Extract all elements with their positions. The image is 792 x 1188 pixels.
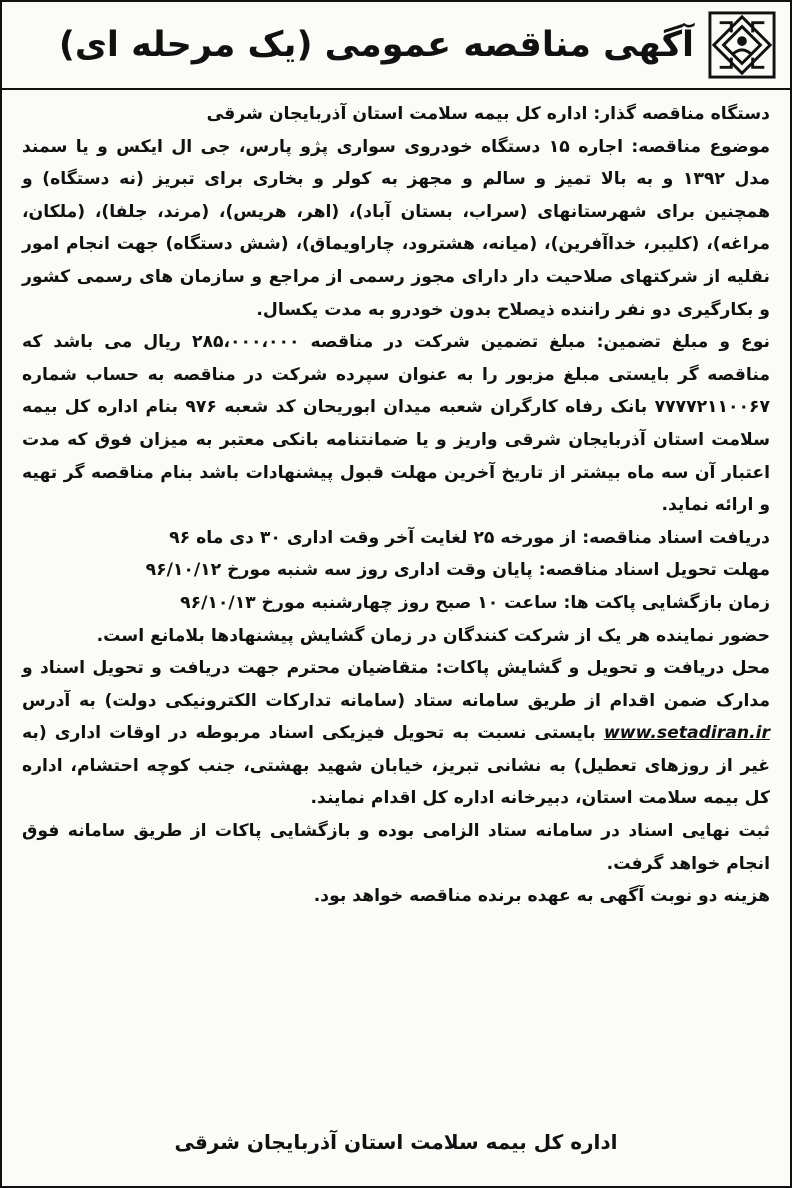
insurance-emblem-icon [708, 11, 776, 79]
attendance-paragraph: حضور نماینده هر یک از شرکت کنندگان در زمان گشایش پیشنهادها بلامانع است. [96, 625, 770, 646]
documents-receipt-line: دریافت اسناد مناقصه: از مورخه ۲۵ لغایت آخر وقت اداری ۳۰ دی ماه ۹۶ [169, 527, 770, 548]
documents-deadline-line: مهلت تحویل اسناد مناقصه: پایان وقت اداری روز سه شنبه مورخ ۹۶/۱۰/۱۲ [145, 560, 770, 581]
subject-paragraph: موضوع مناقصه: اجاره ۱۵ دستگاه خودروی سواری پژو پارس، جی ال ایکس و یا سمند مدل ۱۳۹۲ و به بالا تمیز و سالم و مجهز به کولر و بخاری برای تبریز (نه دستگاه) و همچنین برای شهرستانهای (سراب، بستان آباد)، (اهر، هریس)، (مرند، جلفا)، (ملکان، مراغه)، (کلیبر، خداآفرین)، (میانه، هشترود، چاراویماق)، (شش دستگاه) جهت انجام امور نقلیه از شرکتهای صلاحیت دار دارای مجوز رسمی از مراجع و سازمان های رسمی کشور و بکارگیری دو نفر راننده ذیصلاح بدون خودرو به مدت یکسال. [22, 136, 771, 320]
notice-body [22, 98, 770, 913]
cost-note-line: هزینه دو نوبت آگهی به عهده برنده مناقصه خواهد بود. [313, 886, 770, 907]
organizer-line: دستگاه مناقصه گذار: اداره کل بیمه سلامت استان آذربایجان شرقی [206, 104, 770, 124]
location-paragraph [22, 652, 770, 815]
notice-footer: اداره کل بیمه سلامت استان آذربایجان شرقی [174, 1130, 618, 1154]
location-text-after-url: بایستی نسبت به تحویل فیزیکی اسناد مربوطه در اوقات اداری (به غیر از روزهای تعطیل) به نشانی تبریز، خیابان شهید بهشتی، جنب کوچه احتشام، اداره کل بیمه سلامت استان، دبیرخانه اداره کل اقدام نمایند. [22, 723, 770, 809]
setadiran-link[interactable]: www.setadiran.ir [603, 723, 770, 744]
notice-title: آگهی مناقصه عمومی (یک مرحله ای) [58, 25, 694, 65]
guarantee-paragraph: نوع و مبلغ تضمین: مبلغ تضمین شرکت در مناقصه ۲۸۵،۰۰۰،۰۰۰ ریال می باشد که مناقصه گر بایستی مبلغ مزبور را به عنوان سپرده شرکت در مناقصه به حساب شماره ۷۷۷۷۲۱۱۰۰۶۷ بانک رفاه کارگران شعبه میدان ابوریحان کد شعبه ۹۷۶ بنام اداره کل بیمه سلامت استان آذربایجان شرقی واریز و یا ضمانتنامه بانکی معتبر به میزان فوق که مدت اعتبار آن سه ماه بیشتر از تاریخ آخرین مهلت قبول پیشنهادات باشد بنام مناقصه گر تهیه و ارائه نماید. [22, 332, 771, 516]
opening-time-line: زمان بازگشایی پاکت ها: ساعت ۱۰ صبح روز چهارشنبه مورخ ۹۶/۱۰/۱۳ [180, 592, 770, 613]
location-text-before-url: محل دریافت و تحویل و گشایش پاکات: متقاضیان محترم جهت دریافت و تحویل اسناد و مدارک ضمن اقدام از طریق سامانه ستاد (سامانه تدارکات الکترونیکی دولت) به آدرس [22, 658, 770, 711]
final-registration-paragraph: ثبت نهایی اسناد در سامانه ستاد الزامی بوده و بازگشایی پاکات از طریق سامانه فوق انجام خواهد گرفت. [22, 821, 770, 874]
notice-header [2, 2, 790, 90]
